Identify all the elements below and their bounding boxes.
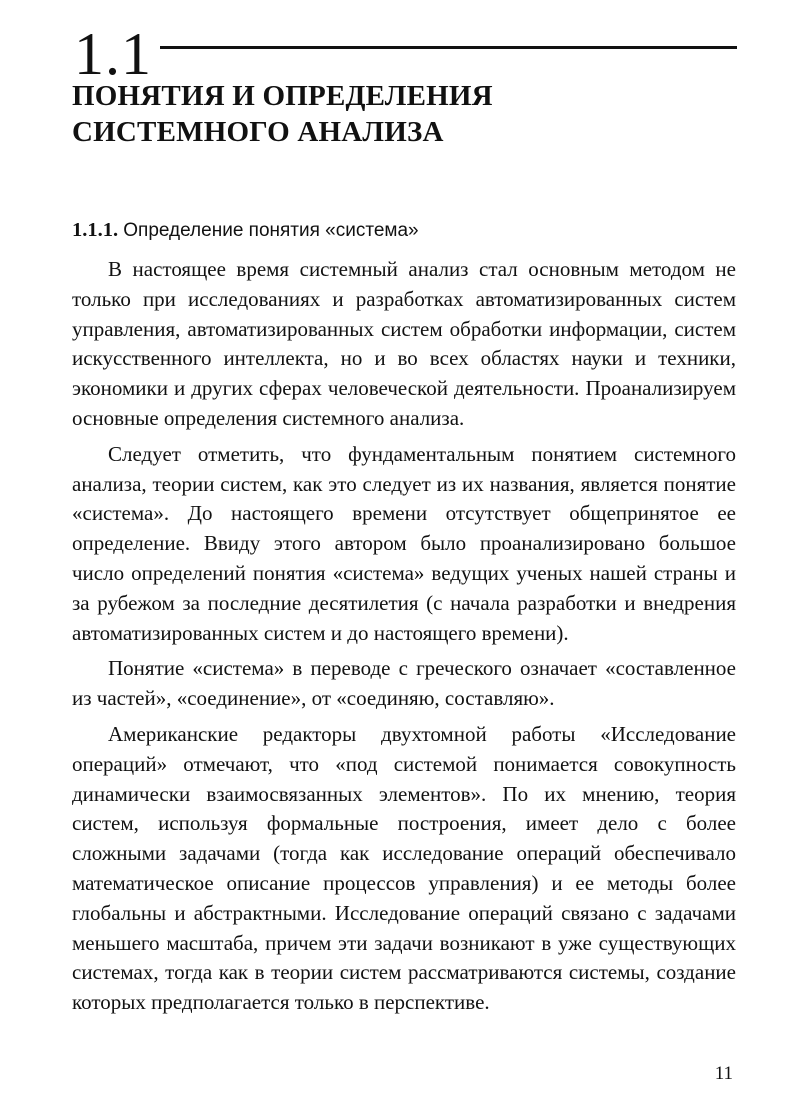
chapter-title-line-1: ПОНЯТИЯ И ОПРЕДЕЛЕНИЯ [72,80,493,112]
chapter-title [72,78,732,150]
chapter-rule [160,46,737,49]
paragraph: Следует отметить, что фундаментальным понятием системного анализа, теории систем, как это следует из их названия, является понятие «система». До настоящего времени отсутствует общепринятое ее определение. Ввиду этого автором было проанализировано большое число определений понятия «система» ведущих ученых нашей страны и за рубежом за последние десятилетия (с начала разработки и внедрения автоматизированных систем и до настоящего времени). [72,441,736,645]
chapter-number: 1.1 [74,21,152,87]
paragraph: В настоящее время системный анализ стал основным методом не только при исследованиях и разработках автоматизированных систем управления, автоматизированных систем обработки информации, систем искусственного интеллекта, но и во всех областях науки и техники, экономики и других сферах человеческой деятельности. Проанализируем основные определения системного анализа. [72,257,736,430]
section-heading [72,216,732,245]
section-number: 1.1.1. [72,219,119,241]
paragraph: Понятие «система» в переводе с греческого означает «составленное из частей», «соединение», от «соединяю, составляю». [72,656,736,711]
chapter-title-line-2: СИСТЕМНОГО АНАЛИЗА [72,116,444,148]
section-title: Определение понятия «система» [123,220,419,241]
page-number: 11 [714,1063,733,1084]
paragraph: Американские редакторы двухтомной работы «Исследование операций» отмечают, что «под системой понимается совокупность динамически взаимосвязанных элементов». По их мнению, теория систем, используя формальные построения, имеет дело с более сложными задачами (тогда как исследование операций обеспечивало математическое описание процессов управления) и ее методы более глобальны и абстрактными. Исследование операций связано с задачами меньшего масштаба, причем эти задачи возникают в уже существующих системах, тогда как в теории систем рассматриваются системы, создание которых предполагается только в перспективе. [72,721,736,1015]
body-text [72,255,736,1024]
